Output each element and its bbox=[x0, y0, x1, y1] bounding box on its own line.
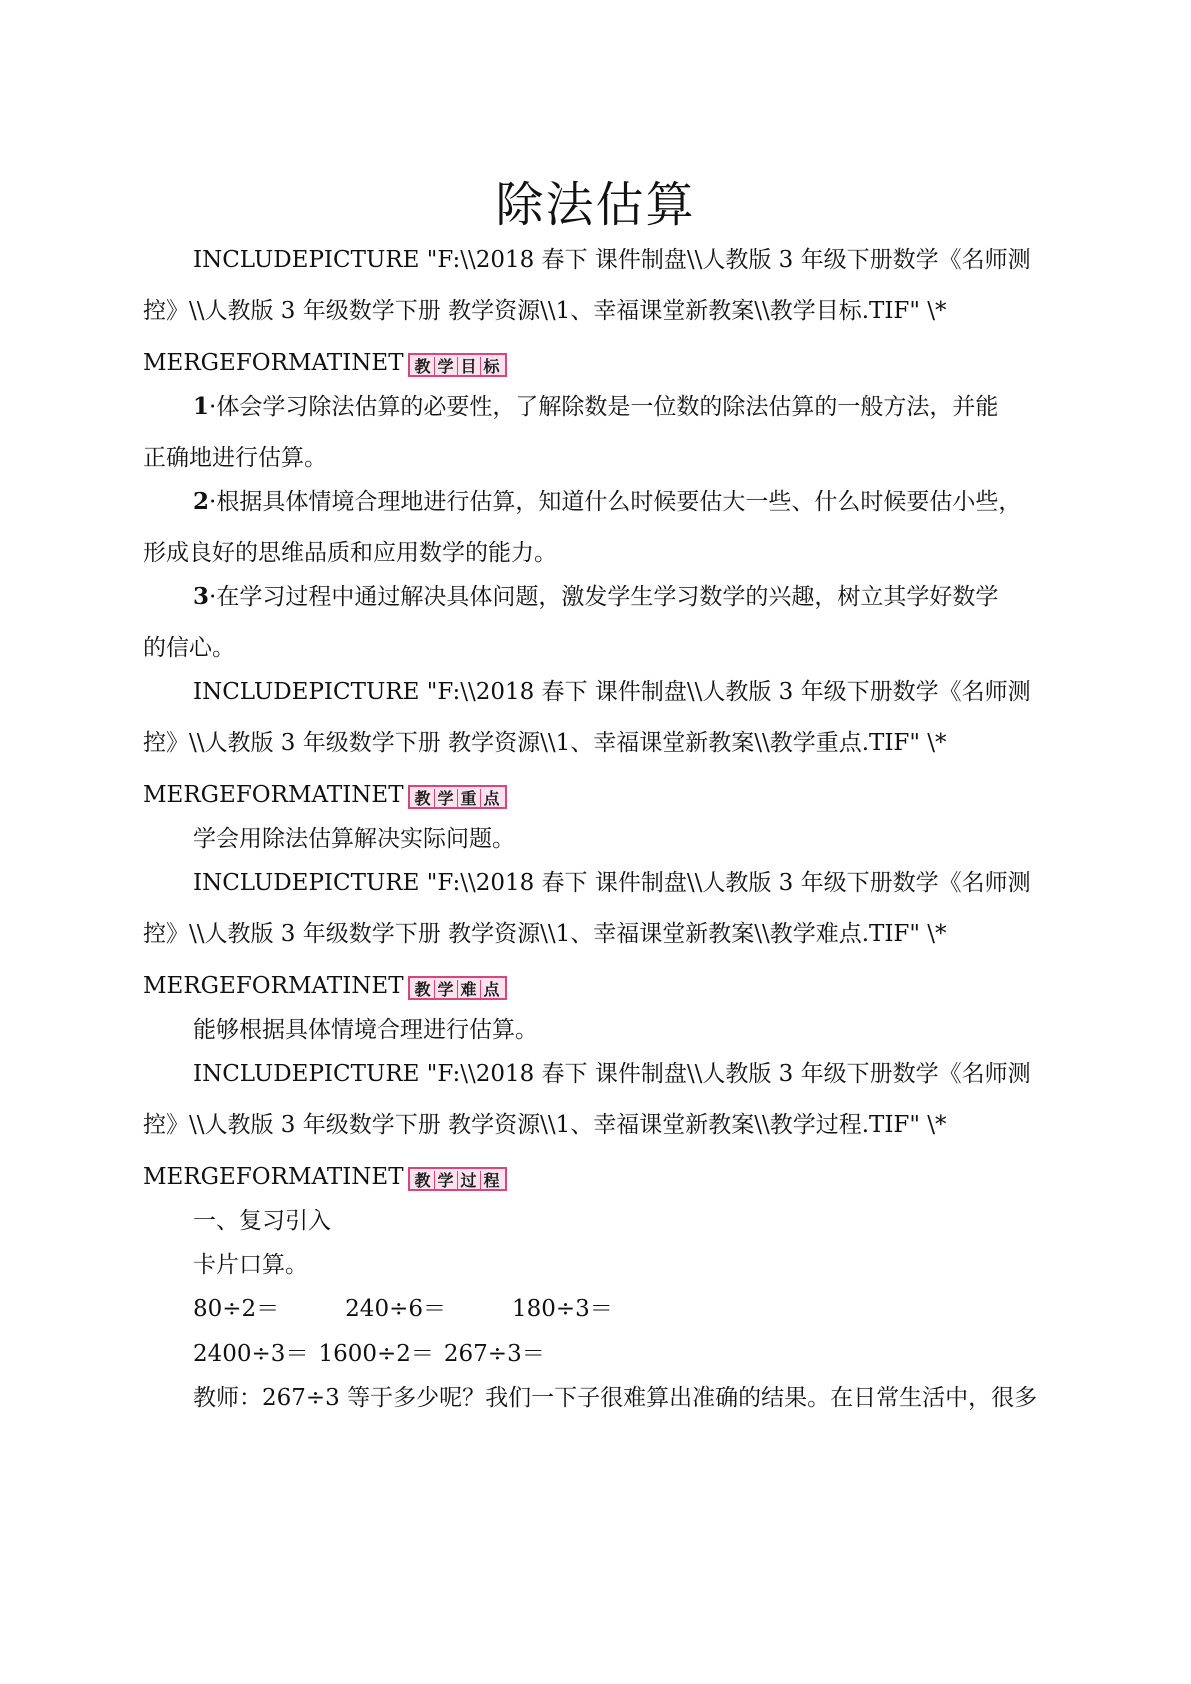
include-field-line: INCLUDEPICTURE "F:\\2018 春下 课件制盘\\人教版 3 年级下册数学《名师测 bbox=[193, 870, 1031, 896]
objective-1-cont: 正确地进行估算。 bbox=[143, 445, 327, 471]
objective-2: 2·根据具体情境合理地进行估算，知道什么时候要估大一些、什么时候要估小些， bbox=[193, 488, 1022, 515]
calc-item: 180÷3＝ bbox=[511, 1296, 613, 1322]
section-heading: 一、复习引入 bbox=[193, 1208, 331, 1234]
include-field-line bbox=[143, 1162, 507, 1192]
include-field-line bbox=[143, 971, 507, 1001]
badge-char: 学 bbox=[435, 357, 458, 377]
badge-char: 教 bbox=[412, 789, 435, 809]
include-field-line: 控》\\人教版 3 年级数学下册 教学资源\\1、幸福课堂新教案\\教学过程.TIF" \* bbox=[143, 1112, 947, 1138]
badge-char: 教 bbox=[412, 1171, 435, 1191]
include-field-line: 控》\\人教版 3 年级数学下册 教学资源\\1、幸福课堂新教案\\教学难点.TIF" \* bbox=[143, 921, 947, 947]
badge-char: 学 bbox=[435, 789, 458, 809]
calc-item: 267÷3＝ bbox=[443, 1341, 545, 1367]
badge-char: 目 bbox=[458, 357, 481, 377]
objective-3: 3·在学习过程中通过解决具体问题，激发学生学习数学的兴趣，树立其学好数学 bbox=[193, 583, 999, 610]
objectives-badge bbox=[408, 353, 507, 377]
badge-char: 教 bbox=[412, 357, 435, 377]
objective-2-cont: 形成良好的思维品质和应用数学的能力。 bbox=[143, 540, 557, 566]
calc-item: 2400÷3＝ bbox=[193, 1341, 309, 1367]
difficulty-text: 能够根据具体情境合理进行估算。 bbox=[193, 1017, 538, 1043]
include-field-line bbox=[143, 780, 507, 810]
calc-item: 80÷2＝ bbox=[193, 1296, 280, 1322]
include-field-line: INCLUDEPICTURE "F:\\2018 春下 课件制盘\\人教版 3 年级下册数学《名师测 bbox=[193, 247, 1031, 273]
merge-format-text: MERGEFORMATINET bbox=[143, 782, 404, 808]
key-point-badge bbox=[408, 785, 507, 809]
badge-char: 标 bbox=[483, 357, 500, 376]
merge-format-text: MERGEFORMATINET bbox=[143, 1164, 404, 1190]
badge-char: 重 bbox=[458, 789, 481, 809]
process-badge bbox=[408, 1167, 507, 1191]
include-field-line: 控》\\人教版 3 年级数学下册 教学资源\\1、幸福课堂新教案\\教学目标.TIF" \* bbox=[143, 298, 947, 324]
badge-char: 学 bbox=[435, 1171, 458, 1191]
objective-1: 1·体会学习除法估算的必要性，了解除数是一位数的除法估算的一般方法，并能 bbox=[193, 393, 999, 420]
calc-item: 1600÷2＝ bbox=[318, 1341, 434, 1367]
badge-char: 难 bbox=[458, 980, 481, 1000]
badge-char: 过 bbox=[458, 1171, 481, 1191]
badge-char: 点 bbox=[483, 980, 500, 999]
include-field-line: INCLUDEPICTURE "F:\\2018 春下 课件制盘\\人教版 3 年级下册数学《名师测 bbox=[193, 679, 1031, 705]
teacher-line: 教师：267÷3 等于多少呢？我们一下子很难算出准确的结果。在日常生活中，很多 bbox=[193, 1385, 1038, 1411]
badge-char: 教 bbox=[412, 980, 435, 1000]
calc-item: 240÷6＝ bbox=[345, 1296, 446, 1322]
page-title: 除法估算 bbox=[495, 177, 696, 233]
merge-format-text: MERGEFORMATINET bbox=[143, 973, 404, 999]
key-point-text: 学会用除法估算解决实际问题。 bbox=[193, 826, 515, 852]
badge-char: 点 bbox=[483, 789, 500, 808]
calc-row-1 bbox=[193, 1294, 613, 1324]
objective-3-cont: 的信心。 bbox=[143, 635, 235, 661]
include-field-line bbox=[143, 348, 507, 378]
difficulty-badge bbox=[408, 976, 507, 1000]
badge-char: 学 bbox=[435, 980, 458, 1000]
card-label: 卡片口算。 bbox=[193, 1252, 308, 1278]
include-field-line: 控》\\人教版 3 年级数学下册 教学资源\\1、幸福课堂新教案\\教学重点.TIF" \* bbox=[143, 730, 947, 756]
include-field-line: INCLUDEPICTURE "F:\\2018 春下 课件制盘\\人教版 3 年级下册数学《名师测 bbox=[193, 1061, 1031, 1087]
calc-row-2 bbox=[193, 1339, 545, 1369]
badge-char: 程 bbox=[483, 1171, 500, 1190]
merge-format-text: MERGEFORMATINET bbox=[143, 350, 404, 376]
